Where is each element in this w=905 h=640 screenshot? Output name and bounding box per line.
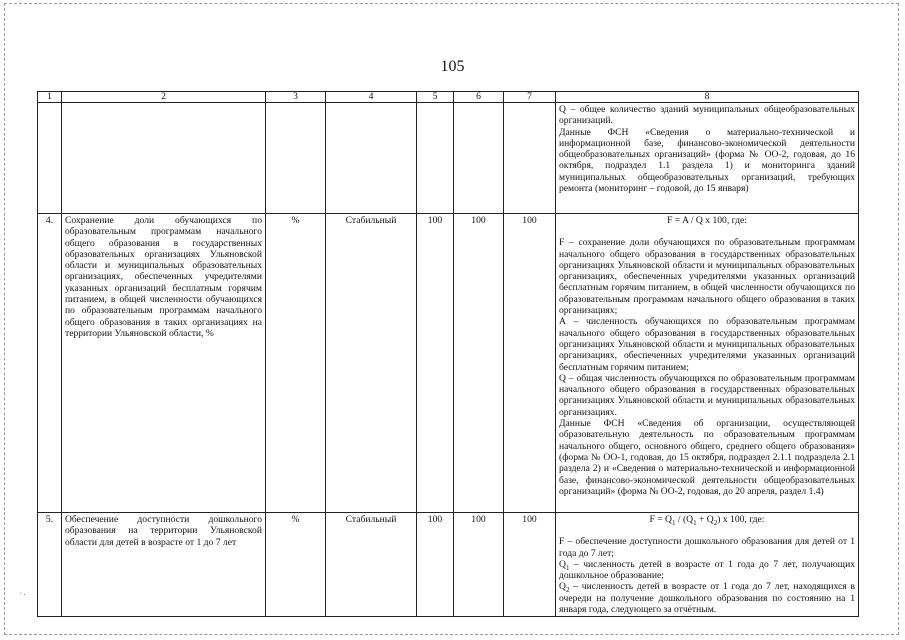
formula: $F = Q_1 / (Q_1 + Q_2)$ x 100, где: bbox=[649, 514, 765, 527]
value-cell bbox=[454, 103, 504, 214]
value-cell bbox=[504, 103, 556, 214]
method-paragraph: F – сохранение доли обучающихся по образовательным программам начального общего образования в государственных образовательных организациях Ульяновской области и муниципальных образовательных организациях, обеспеченных учредителями указанных организаций бесплатным горячим питанием, в общей численности обучающихся по образовательным программам начального общего образования в таких организациях; bbox=[559, 237, 855, 317]
value-cell: 100 bbox=[417, 513, 454, 617]
table-row bbox=[38, 103, 859, 214]
row-number: 5. bbox=[38, 513, 62, 617]
type-cell bbox=[326, 103, 417, 214]
method-cell bbox=[556, 513, 859, 617]
unit-cell: % bbox=[266, 513, 326, 617]
page-number: 105 bbox=[440, 58, 465, 75]
type-cell: Стабильный bbox=[326, 513, 417, 617]
header-row bbox=[38, 92, 859, 103]
method-paragraph: А – численность обучающихся по образовательным программам начального общего образования в государственных образовательных организациях Ульяновской области и муниципальных образовательных организациях, обеспеченных учредителями указанных организаций бесплатным горячим питанием; bbox=[559, 316, 855, 373]
method-paragraph: Данные ФСН «Сведения о материально-технической и информационной базе, финансово-экономической деятельности общеобразовательных организаций» (форма № ОО-2, годовая, до 16 октября, подраздел 1.1 раздела 1) и мониторинга зданий муниципальных общеобразовательных организаций, требующих ремонта (мониторинг – годовой, до 15 января) bbox=[559, 126, 855, 195]
column-header: 3 bbox=[266, 92, 326, 103]
method-paragraph: F – обеспечение доступности дошкольного образования для детей от 1 года до 7 лет; bbox=[559, 536, 855, 559]
column-header: 1 bbox=[38, 92, 62, 103]
method-cell bbox=[556, 214, 859, 513]
table-row bbox=[38, 513, 859, 617]
unit-cell: % bbox=[266, 214, 326, 513]
column-header: 7 bbox=[504, 92, 556, 103]
scan-mark: ˙· bbox=[18, 589, 28, 601]
row-number: 4. bbox=[38, 214, 62, 513]
value-cell: 100 bbox=[454, 513, 504, 617]
indicator-name: Сохранение доли обучающихся по образовательным программам начального общего образования в государственных образовательных организациях Ульяновской области и муниципальных образовательных организациях, обеспеченных учредителями указанных организаций бесплатным горячим питанием, в общей численности обучающихся по образовательным программам начального общего образования в таких организациях на территории Ульяновской области, % bbox=[62, 214, 266, 513]
unit-cell bbox=[266, 103, 326, 214]
column-header: 6 bbox=[454, 92, 504, 103]
indicator-name: Обеспечение доступности дошкольного образования на территории Ульяновской области для детей в возрасте от 1 до 7 лет bbox=[62, 513, 266, 617]
method-paragraph: $Q_1$ – численность детей в возрасте от 1 года до 7 лет, получающих дошкольное образование; bbox=[559, 558, 855, 582]
value-cell: 100 bbox=[504, 214, 556, 513]
value-cell: 100 bbox=[504, 513, 556, 617]
value-cell: 100 bbox=[417, 214, 454, 513]
table-row bbox=[38, 214, 859, 513]
column-header: 5 bbox=[417, 92, 454, 103]
formula: F = A / Q x 100, где: bbox=[667, 215, 747, 226]
indicator-table bbox=[37, 91, 859, 617]
method-paragraph: Q – общее количество зданий муниципальных общеобразовательных организаций. bbox=[559, 104, 855, 127]
value-cell bbox=[417, 103, 454, 214]
column-header: 8 bbox=[556, 92, 859, 103]
method-paragraph: Данные ФСН «Сведения об организации, осуществляющей образовательную деятельность по образовательным программам начального общего, основного общего, среднего общего образования» (форма № ОО-1, годовая, до 15 октября, подраздел 2.1.1 подраздела 2.1 раздела 2) и «Сведения о материально-технической и информационной базе, финансово-экономической деятельности общеобразовательных организаций» (форма № ОО-2, годовая, до 20 апреля, раздел 1.4) bbox=[559, 418, 855, 497]
method-paragraph: $Q_2$ – численность детей в возрасте от 1 года до 7 лет, находящихся в очереди на получение дошкольного образования по состоянию на 1 января года, следующего за отчётным. bbox=[559, 581, 855, 616]
indicator-name bbox=[62, 103, 266, 214]
column-header: 4 bbox=[326, 92, 417, 103]
row-number bbox=[38, 103, 62, 214]
method-cell bbox=[556, 103, 859, 214]
method-paragraph: Q – общая численность обучающихся по образовательным программам начального общего образования в государственных образовательных организациях Ульяновской области и муниципальных образовательных организациях. bbox=[559, 372, 855, 418]
type-cell: Стабильный bbox=[326, 214, 417, 513]
value-cell: 100 bbox=[454, 214, 504, 513]
column-header: 2 bbox=[62, 92, 266, 103]
